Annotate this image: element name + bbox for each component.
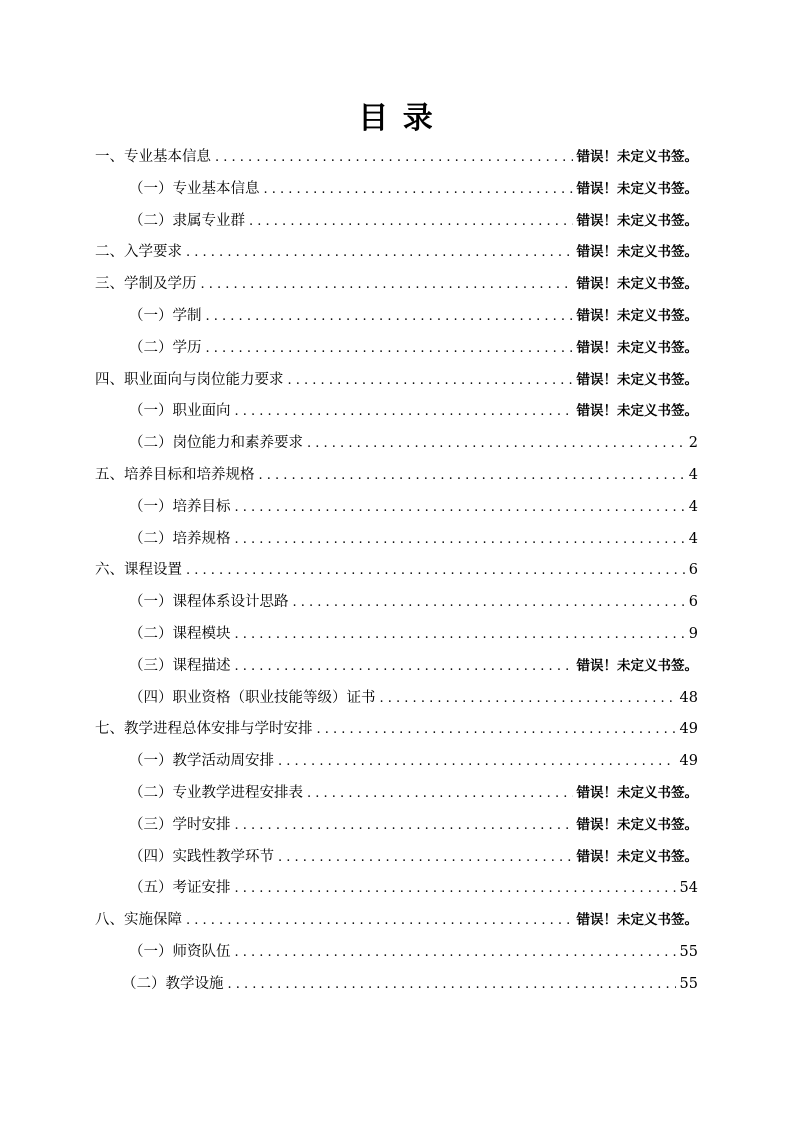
toc-entry[interactable] [95,842,698,874]
toc-bookmark-error: 错误！未定义书签。 [576,307,698,324]
toc-entry-label: （二）课程模块 [129,625,231,642]
toc-entry-label: （三）学时安排 [129,816,231,833]
toc-entry[interactable] [95,651,698,683]
toc-bookmark-error: 错误！未定义书签。 [576,816,698,833]
toc-entry-label: 三、学制及学历 [95,276,197,293]
toc-bookmark-error: 错误！未定义书签。 [576,149,698,165]
toc-entry[interactable] [95,937,698,969]
toc-bookmark-error: 错误！未定义书签。 [576,339,698,356]
toc-entry-label: 一、专业基本信息 [95,149,211,165]
toc-entry-label: （二）专业教学进程安排表 [129,784,303,801]
dot-leader [235,492,685,524]
toc-entry-label: 七、教学进程总体安排与学时安排 [95,721,313,738]
toc-entry[interactable] [95,237,698,269]
toc-entry-label: （一）专业基本信息 [129,180,260,197]
toc-page-number: 4 [688,530,698,547]
toc-bookmark-error: 错误！未定义书签。 [576,371,698,388]
toc-entry-label: 二、入学要求 [95,244,182,261]
toc-entry[interactable] [95,714,698,746]
dot-leader [307,778,573,810]
toc-bookmark-error: 错误！未定义书签。 [576,784,698,801]
toc-entry[interactable] [95,269,698,301]
toc-bookmark-error: 错误！未定义书签。 [576,848,698,865]
dot-leader [235,396,573,428]
toc-entry-label: 四、职业面向与岗位能力要求 [95,371,284,388]
toc-page-number: 54 [679,880,698,897]
dot-leader [278,842,573,874]
dot-leader [215,142,573,174]
toc-entry-label: （二）教学设施 [122,975,224,992]
toc-page-number: 4 [688,466,698,483]
toc-entry-label: 五、培养目标和培养规格 [95,466,255,483]
toc-entry-label: （一）学制 [129,307,202,324]
toc-entry-label: （一）师资队伍 [129,943,231,960]
toc-bookmark-error: 错误！未定义书签。 [576,403,698,420]
toc-entry[interactable] [95,810,698,842]
toc-bookmark-error: 错误！未定义书签。 [576,657,698,674]
toc-bookmark-error: 错误！未定义书签。 [576,244,698,261]
dot-leader [380,683,676,715]
toc-entry-label: 八、实施保障 [95,912,182,929]
toc-entry[interactable] [95,873,698,905]
toc-bookmark-error: 错误！未定义书签。 [576,276,698,293]
toc-entry-label: （二）培养规格 [129,530,231,547]
toc-entry-label: （三）课程描述 [129,657,231,674]
toc-entry-label: （四）实践性教学环节 [129,848,274,865]
dot-leader [293,587,685,619]
toc-entry-label: （二）隶属专业群 [129,212,245,229]
toc-entry[interactable] [95,492,698,524]
dot-leader [307,428,685,460]
toc-entry[interactable] [95,206,698,238]
toc-entry[interactable] [95,619,698,651]
toc-entry[interactable] [95,428,698,460]
dot-leader [235,524,685,556]
toc-entry-label: （五）考证安排 [129,880,231,897]
toc-entry-label: （一）职业面向 [129,403,231,420]
toc-entry[interactable] [95,174,698,206]
dot-leader [206,301,573,333]
toc-entry-label: （一）培养目标 [129,498,231,515]
toc-entry[interactable] [95,555,698,587]
toc-page-number: 6 [688,594,698,611]
dot-leader [186,905,573,937]
dot-leader [235,937,676,969]
dot-leader [235,810,573,842]
dot-leader [186,555,685,587]
toc-entry-label: （二）学历 [129,339,202,356]
toc-page-number: 4 [688,498,698,515]
toc-entry[interactable] [95,301,698,333]
toc-page-number: 9 [688,625,698,642]
dot-leader [186,237,573,269]
dot-leader [317,714,676,746]
toc-entry[interactable] [95,683,698,715]
dot-leader [278,746,676,778]
dot-leader [206,333,573,365]
dot-leader [235,619,685,651]
toc-entry-label: （四）职业资格（职业技能等级）证书 [129,689,376,706]
dot-leader [201,269,573,301]
toc-entry-label: （二）岗位能力和素养要求 [129,435,303,452]
toc-entry[interactable] [95,587,698,619]
dot-leader [235,651,573,683]
toc-entry[interactable] [95,969,698,1001]
toc-page-number: 49 [679,721,698,738]
page-title: 目 录 [358,101,435,136]
toc-entry[interactable] [95,778,698,810]
dot-leader [288,365,573,397]
toc-entry[interactable] [95,142,698,174]
dot-leader [249,206,573,238]
dot-leader [264,174,573,206]
toc-entry[interactable] [95,396,698,428]
toc-entry[interactable] [95,746,698,778]
toc-entry[interactable] [95,524,698,556]
toc-bookmark-error: 错误！未定义书签。 [576,912,698,929]
dot-leader [228,969,676,1001]
toc-page-number: 55 [679,975,698,992]
toc-page-number: 2 [688,435,698,452]
toc-bookmark-error: 错误！未定义书签。 [576,212,698,229]
toc-entry[interactable] [95,365,698,397]
toc-entry-label: （一）课程体系设计思路 [129,594,289,611]
toc-entry[interactable] [95,905,698,937]
toc-page-number: 6 [688,562,698,579]
toc-entry[interactable] [95,460,698,492]
toc-page-number: 48 [679,689,698,706]
toc-page-number: 49 [679,753,698,770]
table-of-contents [95,142,698,1001]
toc-page-number: 55 [679,943,698,960]
dot-leader [235,873,676,905]
toc-entry-label: （一）教学活动周安排 [129,753,274,770]
toc-entry[interactable] [95,333,698,365]
toc-entry-label: 六、课程设置 [95,562,182,579]
dot-leader [259,460,685,492]
toc-bookmark-error: 错误！未定义书签。 [576,180,698,197]
